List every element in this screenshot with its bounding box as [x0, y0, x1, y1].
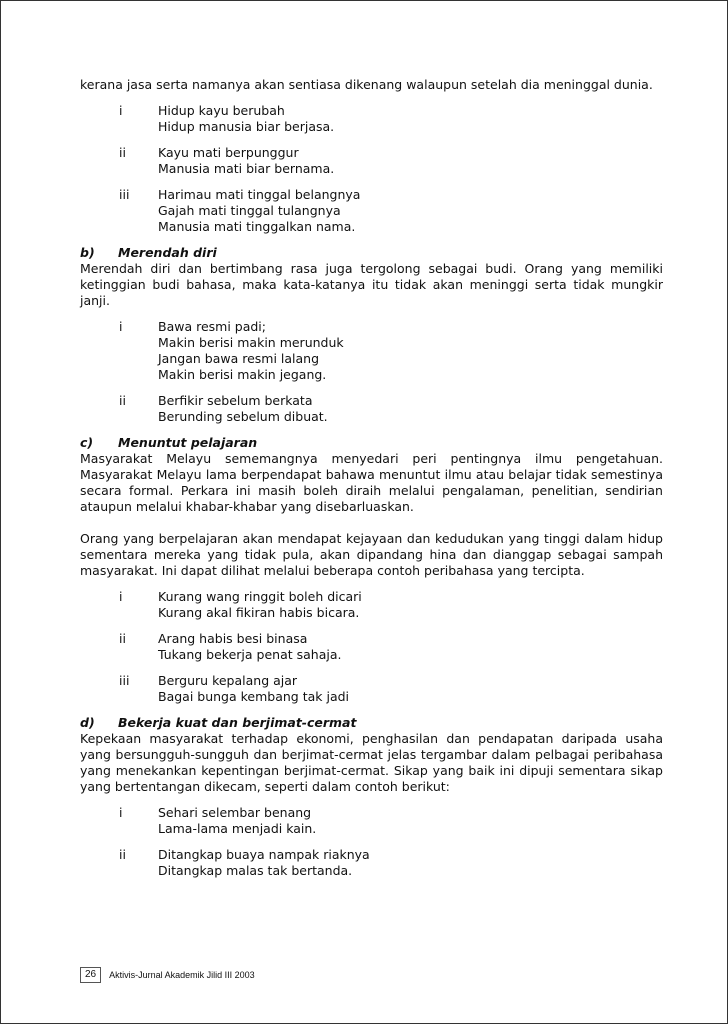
section-d-paragraph: Kepekaan masyarakat terhadap ekonomi, penghasilan dan pendapatan daripada usaha yang bersungguh-sungguh dan berjimat-cermat jelas tergambar dalam pelbagai peribahasa yang menekankan kepentingan berjimat-cermat. Sikap yang baik ini dipuji sementara sikap yang bertentangan dikecam, seperti dalam contoh berikut: — [80, 731, 663, 794]
proverb-lines — [158, 187, 360, 235]
section-c-paragraph-2: Orang yang berpelajaran akan mendapat kejayaan dan kedudukan yang tinggi dalam hidup sementara mereka yang tidak pula, akan dipandang hina dan dianggap sebagai sampah masyarakat. Ini dapat dilihat melalui beberapa contoh peribahasa yang tercipta. — [80, 531, 663, 578]
intro-paragraph: kerana jasa serta namanya akan sentiasa dikenang walaupun setelah dia meninggal dunia. — [80, 77, 653, 92]
section-letter: d) — [80, 715, 95, 730]
proverb-line: Hidup kayu berubah — [158, 103, 285, 118]
proverb-line: Tukang bekerja penat sahaja. — [158, 647, 342, 662]
proverb-item — [80, 319, 663, 383]
proverb-line: Berguru kepalang ajar — [158, 673, 298, 688]
section-title: Merendah diri — [118, 245, 217, 260]
section-letter: c) — [80, 435, 94, 450]
page-content — [80, 77, 663, 879]
proverb-line: Ditangkap buaya nampak riaknya — [158, 847, 370, 862]
proverb-item — [80, 847, 663, 879]
proverb-line: Manusia mati tinggalkan nama. — [158, 219, 356, 234]
proverb-line: Lama-lama menjadi kain. — [158, 821, 317, 836]
proverb-lines — [158, 805, 316, 837]
proverb-line: Harimau mati tinggal belangnya — [158, 187, 361, 202]
proverb-lines — [158, 847, 370, 879]
proverb-line: Hidup manusia biar berjasa. — [158, 119, 335, 134]
proverb-line: Makin berisi makin merunduk — [158, 335, 344, 350]
proverb-number: i — [119, 589, 123, 604]
proverb-line: Ditangkap malas tak bertanda. — [158, 863, 353, 878]
proverb-line: Sehari selembar benang — [158, 805, 312, 820]
proverb-number: i — [119, 805, 123, 820]
proverb-lines — [158, 393, 328, 425]
proverb-number: iii — [119, 187, 130, 202]
proverb-item — [80, 187, 663, 235]
proverb-line: Makin berisi makin jegang. — [158, 367, 327, 382]
proverb-line: Bagai bunga kembang tak jadi — [158, 689, 350, 704]
proverb-item — [80, 393, 663, 425]
proverb-line: Bawa resmi padi; — [158, 319, 266, 334]
proverb-number: ii — [119, 631, 126, 646]
proverb-number: ii — [119, 145, 126, 160]
proverb-item — [80, 589, 663, 621]
section-title: Bekerja kuat dan berjimat-cermat — [118, 715, 357, 730]
proverb-number: i — [119, 319, 123, 334]
proverb-number: ii — [119, 393, 126, 408]
section-title: Menuntut pelajaran — [118, 435, 258, 450]
section-letter: b) — [80, 245, 95, 260]
section-heading-b — [80, 245, 663, 261]
proverb-line: Kayu mati berpunggur — [158, 145, 299, 160]
proverb-number: ii — [119, 847, 126, 862]
proverb-line: Berfikir sebelum berkata — [158, 393, 313, 408]
section-c-paragraph-1: Masyarakat Melayu sememangnya menyedari peri pentingnya ilmu pengetahuan. Masyarakat Melayu lama berpendapat bahawa menuntut ilmu atau belajar tidak semestinya secara formal. Perkara ini masih boleh diraih melalui pengalaman, penelitian, sendirian ataupun melalui khabar-khabar yang disebarluaskan. — [80, 451, 663, 514]
proverb-item — [80, 103, 663, 135]
section-heading-d — [80, 715, 663, 731]
section-heading-c — [80, 435, 663, 451]
proverb-lines — [158, 145, 334, 177]
proverb-line: Kurang akal fikiran habis bicara. — [158, 605, 360, 620]
proverb-item — [80, 805, 663, 837]
page-footer — [80, 967, 255, 983]
proverb-line: Kurang wang ringgit boleh dicari — [158, 589, 362, 604]
section-b-paragraph: Merendah diri dan bertimbang rasa juga tergolong sebagai budi. Orang yang memiliki ketinggian budi bahasa, maka kata-katanya itu tidak akan meninggi serta tidak mungkir janji. — [80, 261, 663, 308]
proverb-line: Jangan bawa resmi lalang — [158, 351, 320, 366]
proverb-lines — [158, 103, 334, 135]
proverb-line: Berunding sebelum dibuat. — [158, 409, 328, 424]
proverb-line: Arang habis besi binasa — [158, 631, 308, 646]
proverb-lines — [158, 673, 349, 705]
page-number: 26 — [80, 967, 101, 983]
journal-title: Aktivis-Jurnal Akademik Jilid III 2003 — [109, 970, 255, 980]
proverb-item — [80, 145, 663, 177]
proverb-line: Manusia mati biar bernama. — [158, 161, 335, 176]
proverb-item — [80, 631, 663, 663]
proverb-number: i — [119, 103, 123, 118]
paragraph-gap — [80, 515, 663, 531]
proverb-list-d — [80, 805, 663, 879]
proverb-line: Gajah mati tinggal tulangnya — [158, 203, 341, 218]
proverb-list-a — [80, 103, 663, 235]
proverb-lines — [158, 631, 341, 663]
proverb-list-b — [80, 319, 663, 425]
proverb-list-c — [80, 589, 663, 705]
proverb-lines — [158, 589, 362, 621]
proverb-item — [80, 673, 663, 705]
proverb-number: iii — [119, 673, 130, 688]
proverb-lines — [158, 319, 344, 383]
